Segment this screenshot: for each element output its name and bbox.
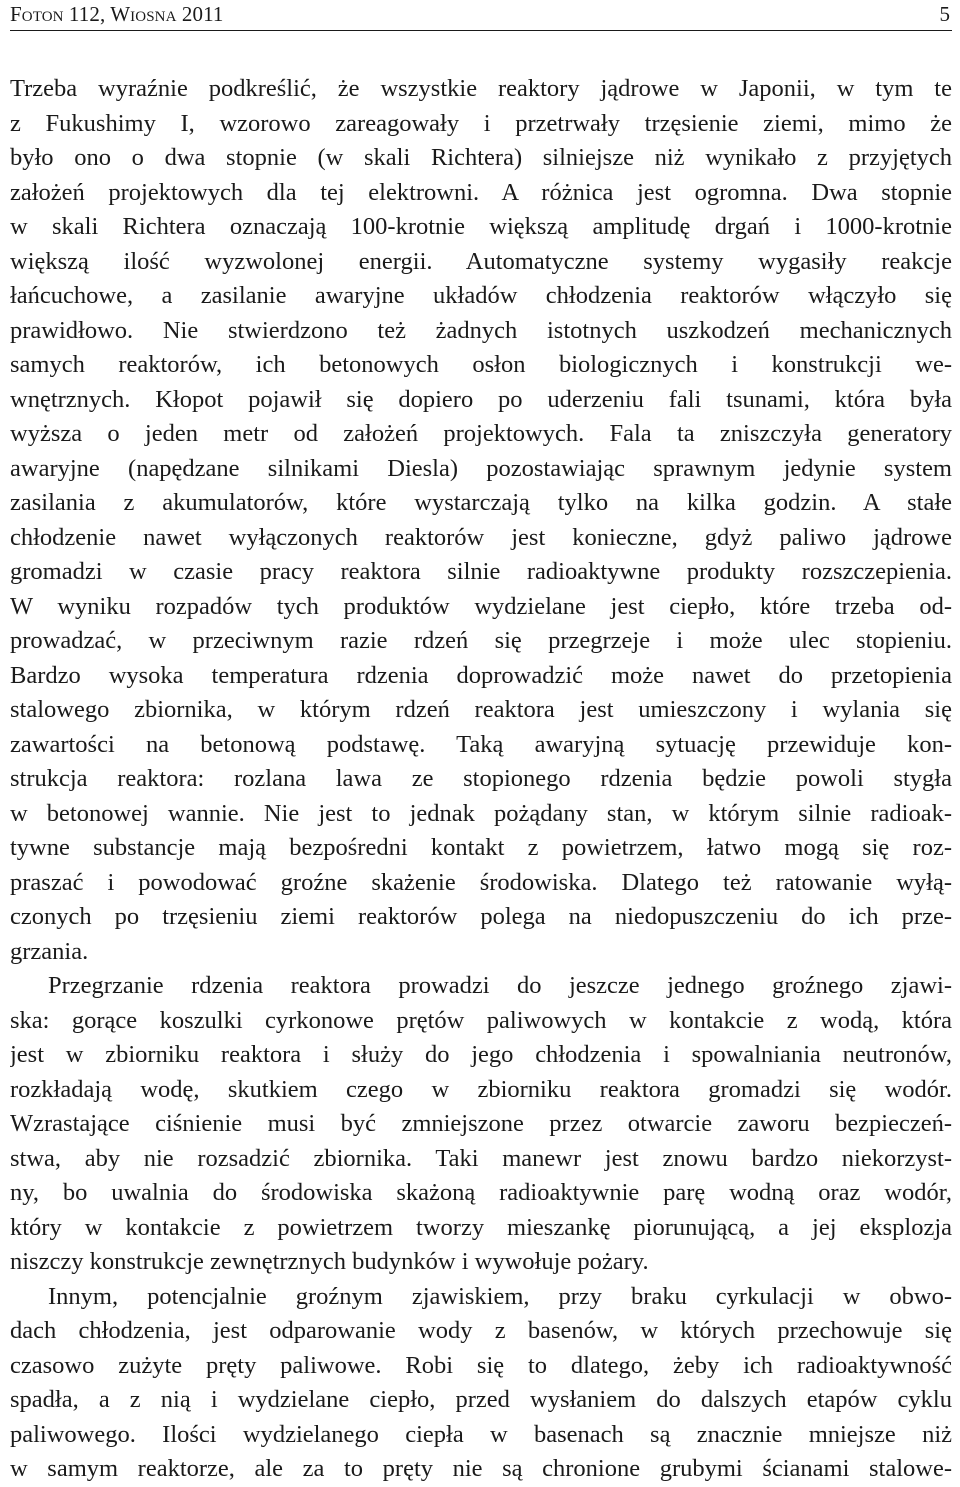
text-line: Przegrzanie rdzenia reaktora prowadzi do jeszcze jednego groźnego zjawi-	[48, 972, 952, 999]
text-line: który w kontakcie z powietrzem tworzy mieszankę piorunującą, a jej eksplozja	[10, 1213, 952, 1241]
text-line: jest w zbiorniku reaktora i służy do jego chłodzenia i spowalniania neutronów,	[10, 1041, 952, 1068]
journal-title: Foton 112, Wiosna 2011	[10, 2, 224, 26]
text-line: gromadzi w czasie pracy reaktora silnie radioaktywne produkty rozszczepienia.	[10, 558, 952, 585]
text-line: z Fukushimy I, wzorowo zareagowały i przetrwały trzęsienie ziemi, mimo że	[10, 109, 952, 137]
text-line: zawartości na betonową podstawę. Taką awaryjną sytuację przewiduje kon-	[10, 730, 952, 758]
text-line: ska: gorące koszulki cyrkonowe prętów paliwowych w kontakcie z wodą, która	[10, 1006, 952, 1034]
text-line: Bardzo wysoka temperatura rdzenia doprowadzić może nawet do przetopienia	[10, 661, 952, 689]
article-body	[10, 72, 952, 1487]
page-number: 5	[939, 2, 950, 26]
paragraph	[10, 969, 952, 1280]
text-line: czasowo zużyte pręty paliwowe. Robi się to dlatego, żeby ich radioaktywność	[10, 1351, 952, 1379]
text-line: ny, bo uwalnia do środowiska skażoną radioaktywnie parę wodną oraz wodór,	[10, 1179, 952, 1206]
text-line: grzania.	[10, 937, 89, 965]
text-line: wnętrznych. Kłopot pojawił się dopiero po uderzeniu fali tsunami, która była	[10, 385, 952, 413]
text-line: W wyniku rozpadów tych produktów wydzielane jest ciepło, które trzeba od-	[10, 592, 952, 620]
text-line: awaryjne (napędzane silnikami Diesla) pozostawiając sprawnym jedynie system	[10, 454, 952, 482]
text-line: w skali Richtera oznaczają 100-krotnie większą amplitudę drgań i 1000-krotnie	[10, 213, 952, 240]
text-line: Wzrastające ciśnienie musi być zmniejszone przez otwarcie zaworu bezpieczeń-	[10, 1110, 952, 1137]
text-line: prawidłowo. Nie stwierdzono też żadnych istotnych uszkodzeń mechanicznych	[10, 316, 952, 344]
text-line: w betonowej wannie. Nie jest to jednak pożądany stan, w którym silnie radioak-	[10, 799, 952, 827]
text-line: niszczy konstrukcje zewnętrznych budynków i wywołuje pożary.	[10, 1248, 649, 1275]
text-line: wyższa o jeden metr od założeń projektowych. Fala ta zniszczyła generatory	[10, 420, 952, 447]
paragraph	[10, 72, 952, 969]
text-line: strukcja reaktora: rozlana lawa ze stopionego rdzenia będzie powoli stygła	[10, 765, 952, 792]
text-line: dach chłodzenia, jest odparowanie wody z basenów, w których przechowuje się	[10, 1317, 952, 1344]
text-line: czonych po trzęsieniu ziemi reaktorów polega na niedopuszczeniu do ich prze-	[10, 903, 952, 930]
text-line: paliwowego. Ilości wydzielanego ciepła w basenach są znacznie mniejsze niż	[10, 1420, 952, 1448]
text-line: prowadzać, w przeciwnym razie rdzeń się przegrzeje i może ulec stopieniu.	[10, 627, 952, 654]
text-line: praszać i powodować groźne skażenie środowiska. Dlatego też ratowanie wyłą-	[10, 868, 952, 896]
text-line: łańcuchowe, a zasilanie awaryjne układów chłodzenia reaktorów włączyło się	[10, 282, 952, 309]
text-line: było ono o dwa stopnie (w skali Richtera) silniejsze niż wynikało z przyjętych	[10, 144, 952, 171]
text-line: rozkładają wodę, skutkiem czego w zbiorniku reaktora gromadzi się wodór.	[10, 1075, 952, 1103]
text-line: tywne substancje mają bezpośredni kontakt z powietrzem, łatwo mogą się roz-	[10, 834, 952, 861]
text-line: zasilania z akumulatorów, które wystarczają tylko na kilka godzin. A stałe	[10, 489, 952, 516]
text-line: stalowego zbiornika, w którym rdzeń reaktora jest umieszczony i wylania się	[10, 696, 952, 723]
text-line: Trzeba wyraźnie podkreślić, że wszystkie reaktory jądrowe w Japonii, w tym te	[10, 75, 952, 102]
text-line: Innym, potencjalnie groźnym zjawiskiem, przy braku cyrkulacji w obwo-	[48, 1282, 952, 1310]
text-line: założeń projektowych dla tej elektrowni. A różnica jest ogromna. Dwa stopnie	[10, 178, 952, 206]
text-line: stwa, aby nie rozsadzić zbiornika. Taki manewr jest znowu bardzo niekorzyst-	[10, 1144, 952, 1172]
text-line: spadła, a z nią i wydzielane ciepło, przed wysłaniem do dalszych etapów cyklu	[10, 1386, 952, 1413]
text-line: w samym reaktorze, ale za to pręty nie są chronione grubymi ścianami stalowe-	[10, 1455, 952, 1482]
running-header	[10, 0, 952, 31]
paragraph	[10, 1280, 952, 1487]
text-line: większą ilość wyzwolonej energii. Automatyczne systemy wygasiły reakcje	[10, 247, 952, 275]
text-line: chłodzenie nawet wyłączonych reaktorów jest konieczne, gdyż paliwo jądrowe	[10, 523, 952, 551]
text-line: samych reaktorów, ich betonowych osłon biologicznych i konstrukcji we-	[10, 351, 952, 378]
